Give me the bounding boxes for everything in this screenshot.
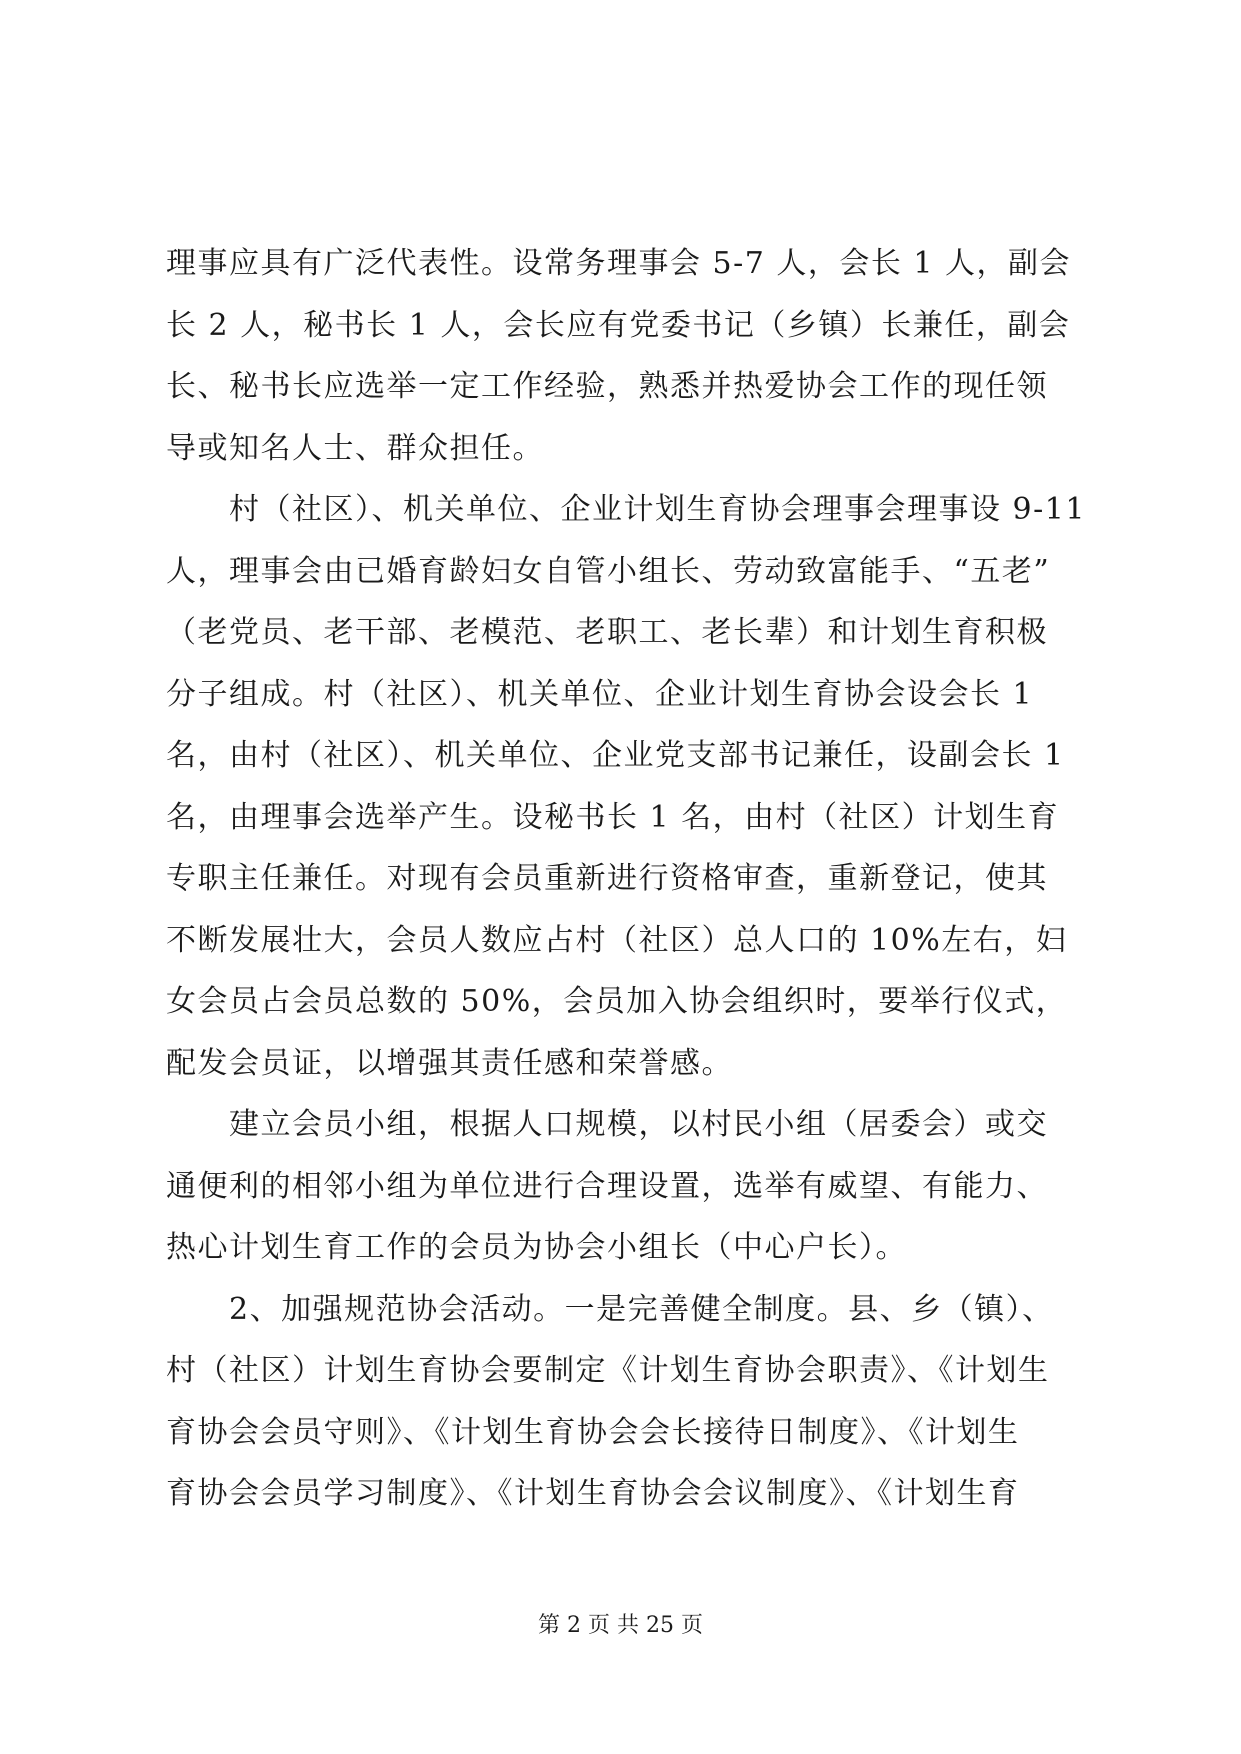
body-line: 育协会会员守则》、《计划生育协会会长接待日制度》、《计划生 (166, 1414, 1020, 1450)
body-line: 村（社区）、机关单位、企业计划生育协会理事会理事设 9-11 (166, 492, 1086, 527)
body-line: 建立会员小组，根据人口规模，以村民小组（居委会）或交 (166, 1107, 1048, 1142)
body-line: （老党员、老干部、老模范、老职工、老长辈）和计划生育积极 (166, 615, 1048, 650)
body-line: 女会员占会员总数的 50%，会员加入协会组织时，要举行仪式， (166, 984, 1068, 1019)
body-line: 村（社区）计划生育协会要制定《计划生育协会职责》、《计划生 (166, 1353, 1050, 1388)
body-line: 长 2 人，秘书长 1 人，会长应有党委书记（乡镇）长兼任，副会 (166, 307, 1071, 343)
body-line: 人，理事会由已婚育龄妇女自管小组长、劳动致富能手、“五老” (166, 553, 1051, 589)
body-line: 不断发展壮大，会员人数应占村（社区）总人口的 10%左右，妇 (166, 922, 1068, 958)
body-line: 2、加强规范协会活动。一是完善健全制度。县、乡（镇）、 (166, 1291, 1054, 1327)
body-line: 分子组成。村（社区）、机关单位、企业计划生育协会设会长 1 (166, 676, 1034, 712)
body-line: 长、秘书长应选举一定工作经验，熟悉并热爱协会工作的现任领 (166, 369, 1048, 404)
body-line: 导或知名人士、群众担任。 (166, 430, 544, 466)
body-line: 名，由理事会选举产生。设秘书长 1 名，由村（社区）计划生育 (166, 799, 1060, 835)
body-line: 配发会员证，以增强其责任感和荣誉感。 (166, 1045, 733, 1081)
document-body (166, 233, 1086, 1525)
body-line: 名，由村（社区）、机关单位、企业党支部书记兼任，设副会长 1 (166, 738, 1065, 773)
body-line: 理事应具有广泛代表性。设常务理事会 5-7 人，会长 1 人，副会 (166, 246, 1072, 281)
body-line: 通便利的相邻小组为单位进行合理设置，选举有威望、有能力、 (166, 1168, 1048, 1204)
page-number-footer: 第 2 页 共 25 页 (538, 1613, 703, 1638)
body-line: 热心计划生育工作的会员为协会小组长（中心户长）。 (166, 1230, 907, 1265)
body-line: 专职主任兼任。对现有会员重新进行资格审查，重新登记，使其 (166, 861, 1048, 896)
body-line: 育协会会员学习制度》、《计划生育协会会议制度》、《计划生育 (166, 1476, 1020, 1511)
